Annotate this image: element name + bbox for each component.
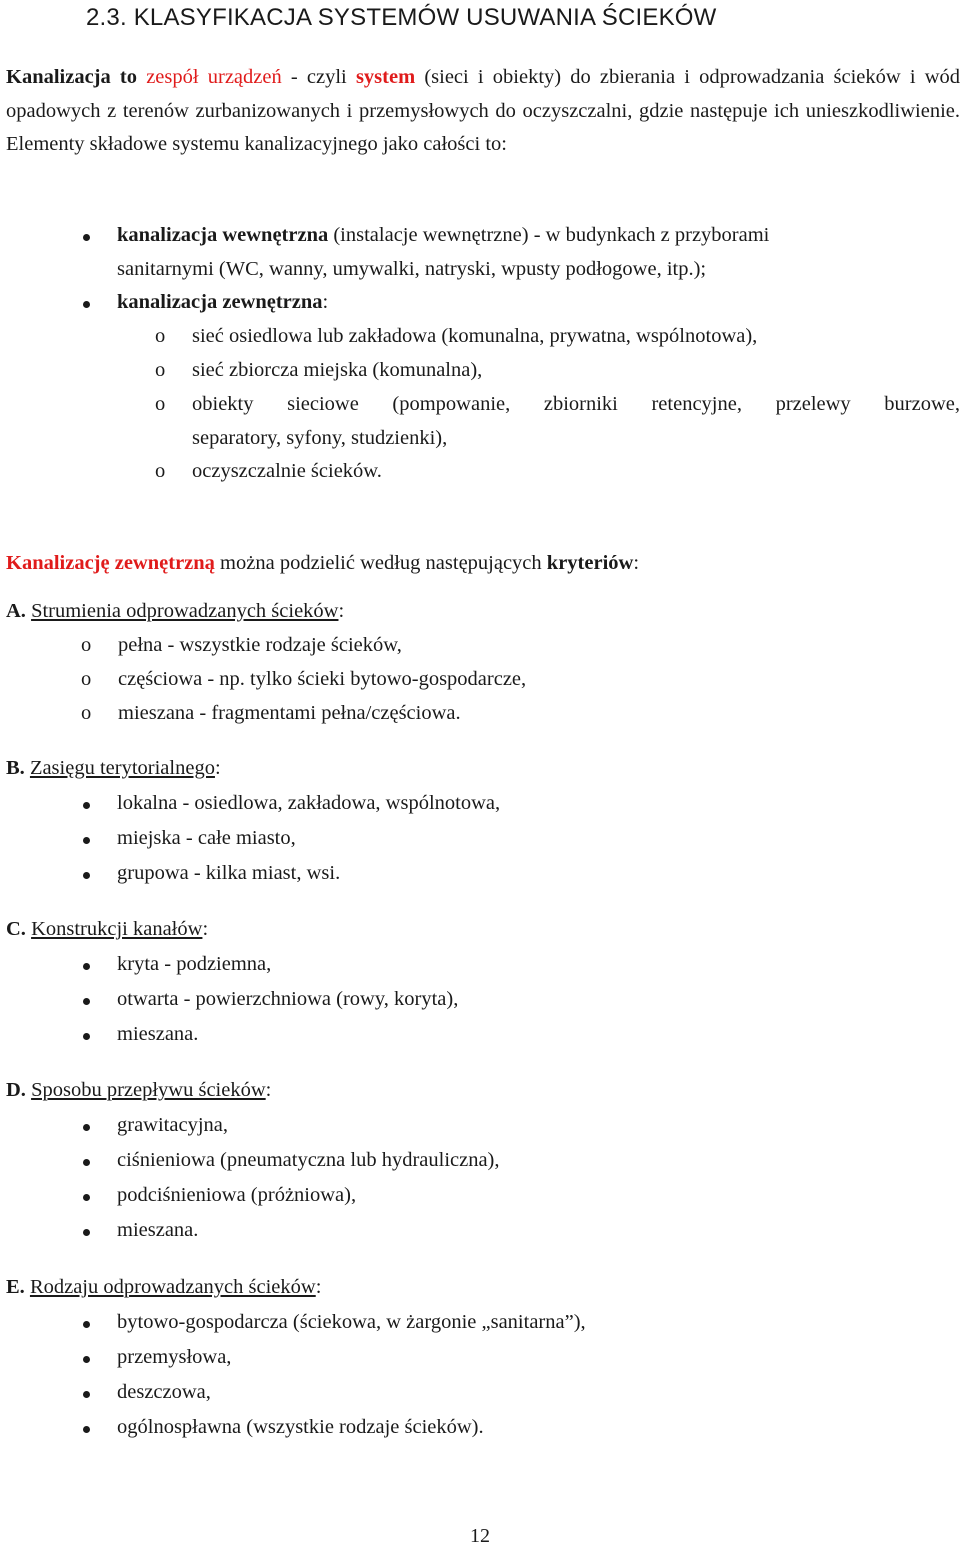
section-item: bytowo-gospodarcza (ściekowa, w żargonie „sanitarna”), — [117, 1311, 586, 1333]
section-item: mieszana. — [117, 1023, 199, 1045]
section-title: Sposobu przepływu ścieków — [31, 1079, 266, 1101]
section-c-heading — [6, 913, 208, 947]
bullet-icon — [83, 1033, 90, 1040]
external-colon: : — [322, 291, 329, 313]
section-title: Rodzaju odprowadzanych ścieków — [29, 1276, 316, 1298]
section-heading: 2.3. KLASYFIKACJA SYSTEMÓW USUWANIA ŚCIEKÓW — [86, 4, 717, 31]
component-internal-line2: sanitarnymi (WC, wanny, umywalki, natryski, wpusty podłogowe, itp.); — [117, 258, 707, 280]
external-term: kanalizacja zewnętrzna — [117, 291, 323, 313]
section-item: mieszana - fragmentami pełna/częściowa. — [118, 702, 461, 724]
section-colon: : — [315, 1276, 322, 1298]
criteria-end: : — [633, 552, 640, 574]
section-letter: B. — [6, 757, 25, 779]
section-item: ogólnospławna (wszystkie rodzaje ścieków). — [117, 1416, 484, 1438]
bullet-icon — [83, 1356, 90, 1363]
bullet-icon — [83, 1426, 90, 1433]
section-title: Zasięgu terytorialnego — [29, 757, 215, 779]
section-item: ciśnieniowa (pneumatyczna lub hydrauliczna), — [117, 1149, 500, 1171]
bullet-icon — [83, 1194, 90, 1201]
section-item: grawitacyjna, — [117, 1114, 228, 1136]
intro-text-1: - czyli — [281, 66, 356, 88]
bullet-icon — [83, 1321, 90, 1328]
circle-marker-icon: o — [155, 393, 166, 415]
circle-marker-icon: o — [81, 702, 92, 724]
section-item: miejska - całe miasto, — [117, 827, 296, 849]
external-sub-item-cont: separatory, syfony, studzienki), — [192, 427, 448, 449]
section-b-heading — [6, 752, 221, 786]
section-item: kryta - podziemna, — [117, 953, 272, 975]
circle-marker-icon: o — [81, 668, 92, 690]
section-item: przemysłowa, — [117, 1346, 232, 1368]
bullet-icon — [83, 802, 90, 809]
bullet-icon — [83, 872, 90, 879]
section-letter: A. — [6, 600, 26, 622]
intro-red-1: zespół urządzeń — [146, 66, 282, 88]
section-colon: : — [214, 757, 221, 779]
criteria-intro — [6, 547, 639, 581]
intro-text-2: (sieci i obiekty) do zbierania i odprowadzania ścieków i wód opadowych z terenów zurbanizowanych i przemysłowych do oczyszczalni, gdzie następuje ich unieszkodliwienie. Elementy składowe systemu kanalizacyjnego jako całości to: — [6, 66, 960, 155]
section-letter: D. — [6, 1079, 26, 1101]
internal-term: kanalizacja wewnętrzna — [117, 224, 329, 246]
component-internal-line1 — [117, 219, 769, 253]
section-e-heading — [6, 1271, 321, 1305]
section-item: podciśnieniowa (próżniowa), — [117, 1184, 357, 1206]
internal-desc-1: (instalacje wewnętrzne) - w budynkach z przyborami — [328, 224, 770, 246]
section-item: mieszana. — [117, 1219, 199, 1241]
section-title: Strumienia odprowadzanych ścieków — [31, 600, 339, 622]
section-d-heading — [6, 1074, 271, 1108]
section-item: grupowa - kilka miast, wsi. — [117, 862, 341, 884]
section-item: pełna - wszystkie rodzaje ścieków, — [118, 634, 402, 656]
section-item: deszczowa, — [117, 1381, 211, 1403]
criteria-bold: kryteriów — [546, 552, 634, 574]
criteria-text: można podzielić według następujących — [214, 552, 547, 574]
external-sub-item: sieć zbiorcza miejska (komunalna), — [192, 359, 483, 381]
section-letter: C. — [6, 918, 26, 940]
bullet-icon — [83, 837, 90, 844]
external-sub-item: obiekty sieciowe (pompowanie, zbiorniki retencyjne, przelewy burzowe, — [192, 393, 960, 415]
section-a-heading — [6, 595, 344, 629]
component-external — [117, 286, 328, 320]
intro-term: Kanalizacja to — [6, 66, 138, 88]
section-item: lokalna - osiedlowa, zakładowa, wspólnotowa, — [117, 792, 501, 814]
section-colon: : — [265, 1079, 272, 1101]
bullet-icon — [83, 234, 90, 241]
section-letter: E. — [6, 1276, 25, 1298]
circle-marker-icon: o — [155, 325, 166, 347]
circle-marker-icon: o — [81, 634, 92, 656]
intro-red-2: system — [355, 66, 416, 88]
external-sub-item: oczyszczalnie ścieków. — [192, 460, 382, 482]
page-number: 12 — [470, 1525, 490, 1547]
section-item: otwarta - powierzchniowa (rowy, koryta), — [117, 988, 459, 1010]
section-colon: : — [338, 600, 345, 622]
intro-paragraph — [6, 61, 960, 162]
section-colon: : — [202, 918, 209, 940]
bullet-icon — [83, 963, 90, 970]
bullet-icon — [83, 998, 90, 1005]
criteria-red: Kanalizację zewnętrzną — [6, 552, 215, 574]
bullet-icon — [83, 1124, 90, 1131]
bullet-icon — [83, 1391, 90, 1398]
bullet-icon — [83, 1159, 90, 1166]
external-sub-item: sieć osiedlowa lub zakładowa (komunalna, prywatna, wspólnotowa), — [192, 325, 758, 347]
circle-marker-icon: o — [155, 460, 166, 482]
section-item: częściowa - np. tylko ścieki bytowo-gospodarcze, — [118, 668, 527, 690]
section-title: Konstrukcji kanałów — [31, 918, 203, 940]
circle-marker-icon: o — [155, 359, 166, 381]
bullet-icon — [83, 1229, 90, 1236]
bullet-icon — [83, 301, 90, 308]
